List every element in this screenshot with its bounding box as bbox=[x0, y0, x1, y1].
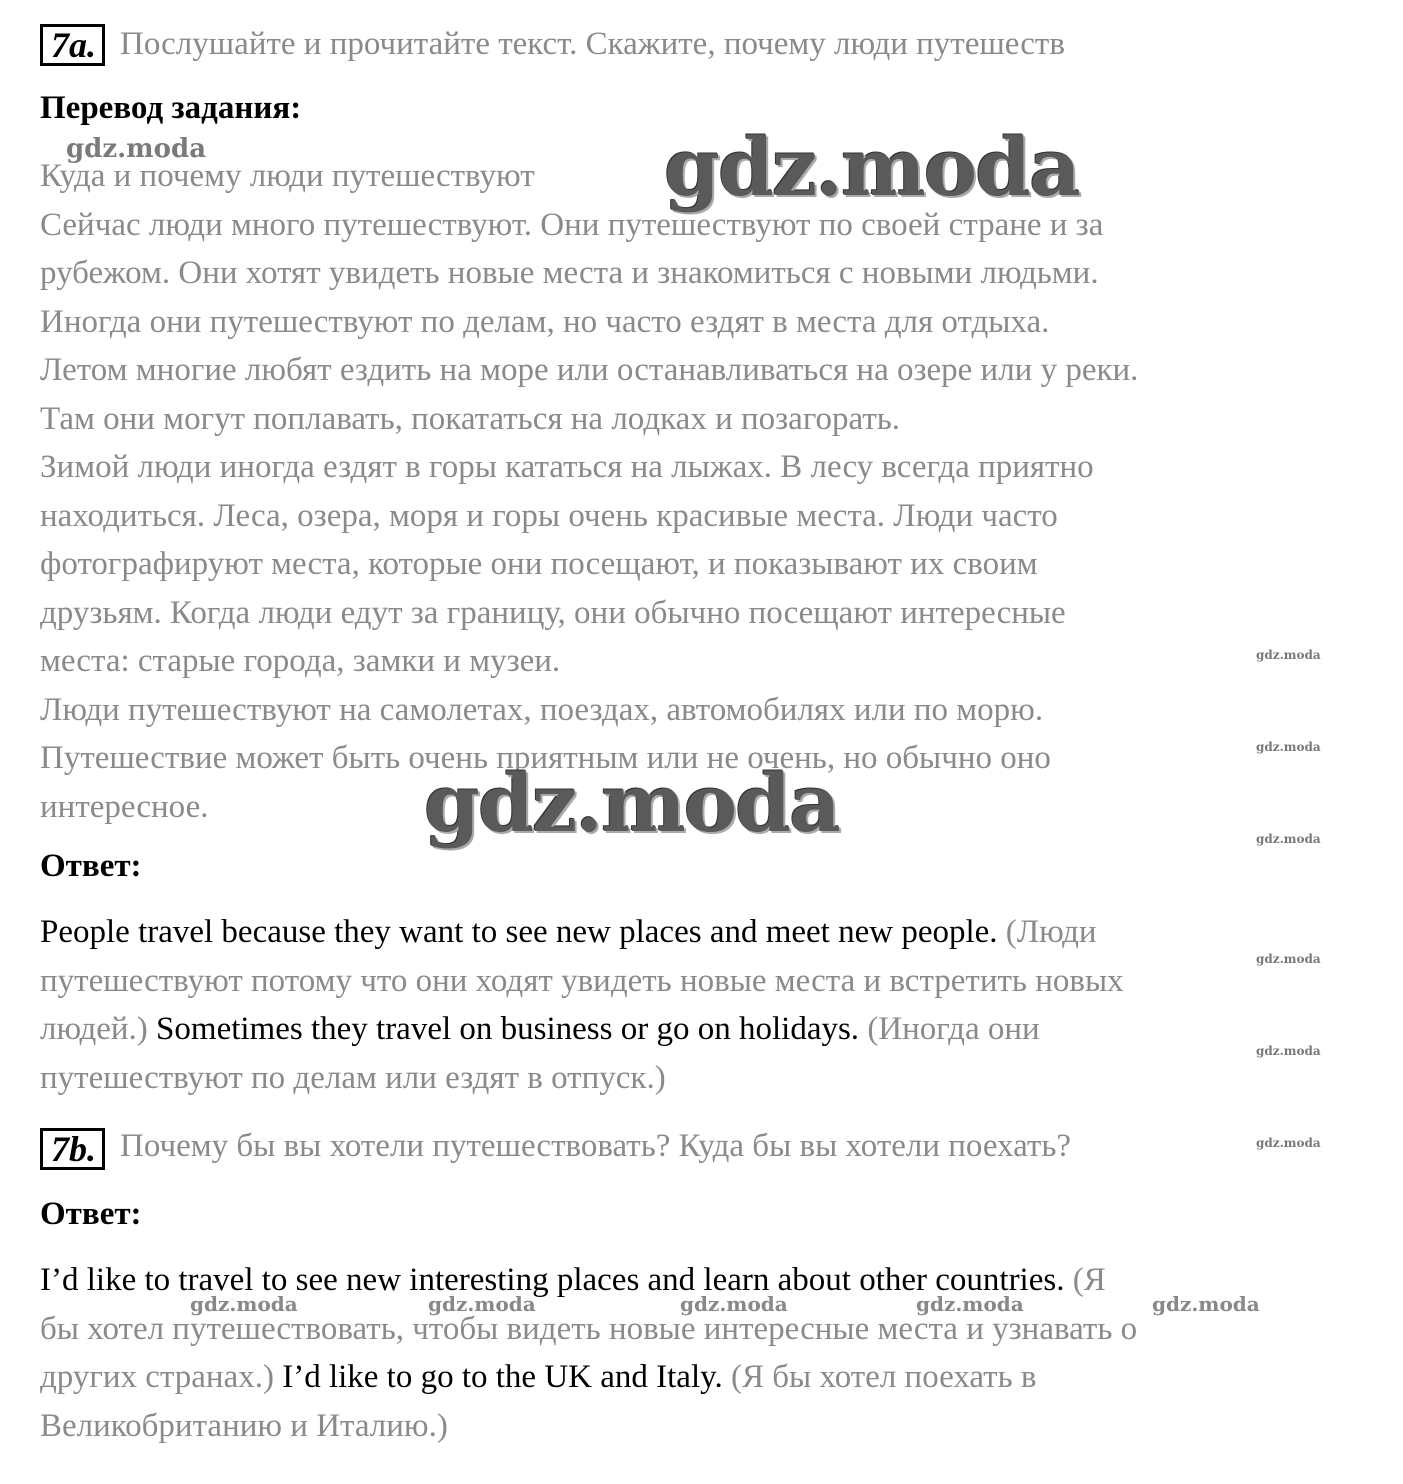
watermark-logo: gdz.moda bbox=[424, 756, 839, 850]
answer-1-russian: (Иногда они bbox=[867, 1011, 1040, 1047]
answer-2-russian: (Я бы хотел поехать в bbox=[730, 1359, 1037, 1395]
task-7a-text: Послушайте и прочитайте текст. Скажите, почему люди путешеств bbox=[120, 26, 1065, 62]
answer-1-russian: путешествуют потому что они ходят увидеть новые места и встретить новых bbox=[40, 962, 1124, 999]
answer-1-russian: людей.) bbox=[40, 1011, 148, 1047]
answer-1-english: Sometimes they travel on business or go on holidays. bbox=[156, 1011, 860, 1047]
watermark-logo: gdz.moda bbox=[1256, 952, 1321, 966]
translation-line: интересное. bbox=[40, 788, 209, 825]
watermark-logo: gdz.moda bbox=[1256, 832, 1321, 846]
answer-2-english: I’d like to travel to see new interesting places and learn about other countries. bbox=[40, 1262, 1065, 1298]
watermark-logo: gdz.moda bbox=[66, 134, 207, 164]
translation-line: находиться. Леса, озера, моря и горы очень красивые места. Люди часто bbox=[40, 497, 1058, 534]
translation-line: Люди путешествуют на самолетах, поездах, автомобилях или по морю. bbox=[40, 691, 1044, 728]
watermark-logo: gdz.moda bbox=[1256, 1044, 1321, 1058]
watermark-logo: gdz.moda bbox=[680, 1292, 788, 1316]
translation-line: Зимой люди иногда ездят в горы кататься на лыжах. В лесу всегда приятно bbox=[40, 449, 1094, 485]
translation-line: друзьям. Когда люди едут за границу, они обычно посещают интересные bbox=[40, 594, 1066, 631]
answer-2-russian: (Я bbox=[1072, 1262, 1106, 1298]
translation-line: Иногда они путешествуют по делам, но часто ездят в места для отдыха. bbox=[40, 303, 1050, 340]
answer-1-russian: путешествуют по делам или ездят в отпуск.) bbox=[40, 1059, 666, 1096]
answer-2-russian: других странах.) bbox=[40, 1359, 274, 1395]
watermark-logo: gdz.moda bbox=[664, 120, 1079, 214]
translation-line: Куда и почему люди путешествуют bbox=[40, 158, 535, 194]
translation-line: Там они могут поплавать, покататься на лодках и позагорать. bbox=[40, 400, 901, 437]
answer-1-english: People travel because they want to see new places and meet new people. bbox=[40, 914, 998, 950]
answer-2-russian: бы хотел путешествовать, чтобы видеть новые интересные места и узнавать о bbox=[40, 1310, 1138, 1347]
task-7a-label: 7a. bbox=[40, 24, 105, 66]
translation-text bbox=[40, 152, 1360, 831]
translation-line: рубежом. Они хотят увидеть новые места и знакомиться с новыми людьми. bbox=[40, 255, 1099, 291]
watermark-logo: gdz.moda bbox=[428, 1292, 536, 1316]
translation-heading: Перевод задания: bbox=[40, 90, 302, 126]
translation-line: Путешествие может быть очень приятным или не очень, но обычно оно bbox=[40, 740, 1051, 776]
answer-2-russian: Великобританию и Италию.) bbox=[40, 1407, 448, 1444]
answer-heading-2: Ответ: bbox=[40, 1196, 142, 1232]
answer-1-text bbox=[40, 908, 1360, 1102]
task-7b-label: 7b. bbox=[40, 1128, 105, 1170]
answer-heading-1: Ответ: bbox=[40, 848, 142, 884]
watermark-logo: gdz.moda bbox=[1256, 1136, 1321, 1150]
translation-line: фотографируют места, которые они посещают, и показывают их своим bbox=[40, 546, 1038, 582]
translation-line: Летом многие любят ездить на море или останавливаться на озере или у реки. bbox=[40, 352, 1139, 388]
translation-line: Сейчас люди много путешествуют. Они путешествуют по своей стране и за bbox=[40, 206, 1104, 243]
watermark-logo: gdz.moda bbox=[190, 1292, 298, 1316]
watermark-logo: gdz.moda bbox=[1256, 648, 1321, 662]
task-7b-text: Почему бы вы хотели путешествовать? Куда бы вы хотели поехать? bbox=[120, 1128, 1072, 1164]
translation-line: места: старые города, замки и музеи. bbox=[40, 643, 561, 679]
watermark-logo: gdz.moda bbox=[1256, 740, 1321, 754]
answer-2-english: I’d like to go to the UK and Italy. bbox=[282, 1359, 723, 1395]
answer-2-text bbox=[40, 1256, 1360, 1450]
watermark-logo: gdz.moda bbox=[916, 1292, 1024, 1316]
answer-1-russian: (Люди bbox=[1005, 914, 1097, 950]
watermark-logo: gdz.moda bbox=[1152, 1292, 1260, 1316]
